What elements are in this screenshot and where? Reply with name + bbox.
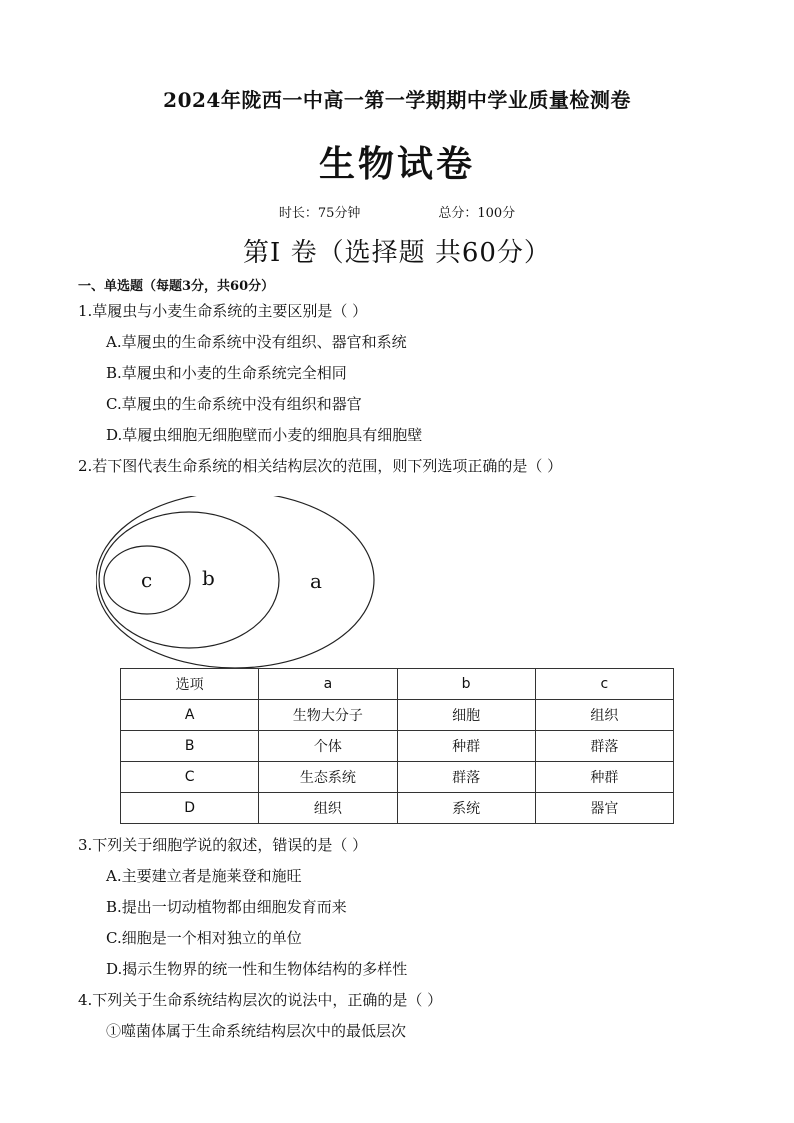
ellipse-b [99,512,279,648]
exam-meta [0,202,794,221]
table-cell: 种群 [397,731,535,762]
table-cell: 个体 [259,731,397,762]
table-cell: 组织 [535,700,673,731]
section-title: 一、单选题（每题3分，共60分） [78,279,275,294]
question-4-stem: 4.下列关于生命系统结构层次的说法中，正确的是（ ） [78,991,443,1009]
table-header-cell: a [259,669,397,700]
label-b: b [202,566,215,590]
table-header-cell: b [397,669,535,700]
table-row [121,762,674,793]
question-3-option-d: D.揭示生物界的统一性和生物体结构的多样性 [106,960,408,978]
question-1-option-a: A.草履虫的生命系统中没有组织、器官和系统 [106,333,407,351]
question-1-option-d: D.草履虫细胞无细胞壁而小麦的细胞具有细胞壁 [106,426,423,444]
table-cell: 器官 [535,793,673,824]
table-cell: 生物大分子 [259,700,397,731]
question-1-option-c: C.草履虫的生命系统中没有组织和器官 [106,395,362,413]
question-2-table [120,668,674,824]
exam-total-score: 总分：100分 [438,206,516,221]
exam-duration: 时长：75分钟 [278,206,361,221]
table-row [121,731,674,762]
table-cell: 细胞 [397,700,535,731]
question-1-stem: 1.草履虫与小麦生命系统的主要区别是（ ） [78,302,368,320]
table-header-cell: 选项 [121,669,259,700]
exam-title: 2024年陇西一中高一第一学期期中学业质量检测卷 [163,88,631,112]
table-cell: 群落 [397,762,535,793]
nested-ellipse-diagram [96,496,382,672]
table-cell: A [121,700,259,731]
table-cell: B [121,731,259,762]
table-header-cell: c [535,669,673,700]
table-cell: D [121,793,259,824]
part-title: 第I 卷（选择题 共60分） [243,238,551,268]
label-a: a [310,569,322,593]
table-cell: C [121,762,259,793]
table-header-row [121,669,674,700]
subject-title: 生物试卷 [318,143,475,185]
table-row [121,700,674,731]
question-4-statement-1: ①噬菌体属于生命系统结构层次中的最低层次 [106,1022,407,1040]
question-3-option-b: B.提出一切动植物都由细胞发育而来 [106,898,347,916]
table-cell: 种群 [535,762,673,793]
question-2-stem: 2.若下图代表生命系统的相关结构层次的范围，则下列选项正确的是（ ） [78,457,563,475]
table-cell: 系统 [397,793,535,824]
question-3-stem: 3.下列关于细胞学说的叙述，错误的是（ ） [78,836,368,854]
question-3-option-a: A.主要建立者是施莱登和施旺 [106,867,302,885]
label-c: c [141,568,153,592]
table-cell: 组织 [259,793,397,824]
table-row [121,793,674,824]
question-3-option-c: C.细胞是一个相对独立的单位 [106,929,302,947]
table-cell: 生态系统 [259,762,397,793]
question-1-option-b: B.草履虫和小麦的生命系统完全相同 [106,364,347,382]
table-cell: 群落 [535,731,673,762]
